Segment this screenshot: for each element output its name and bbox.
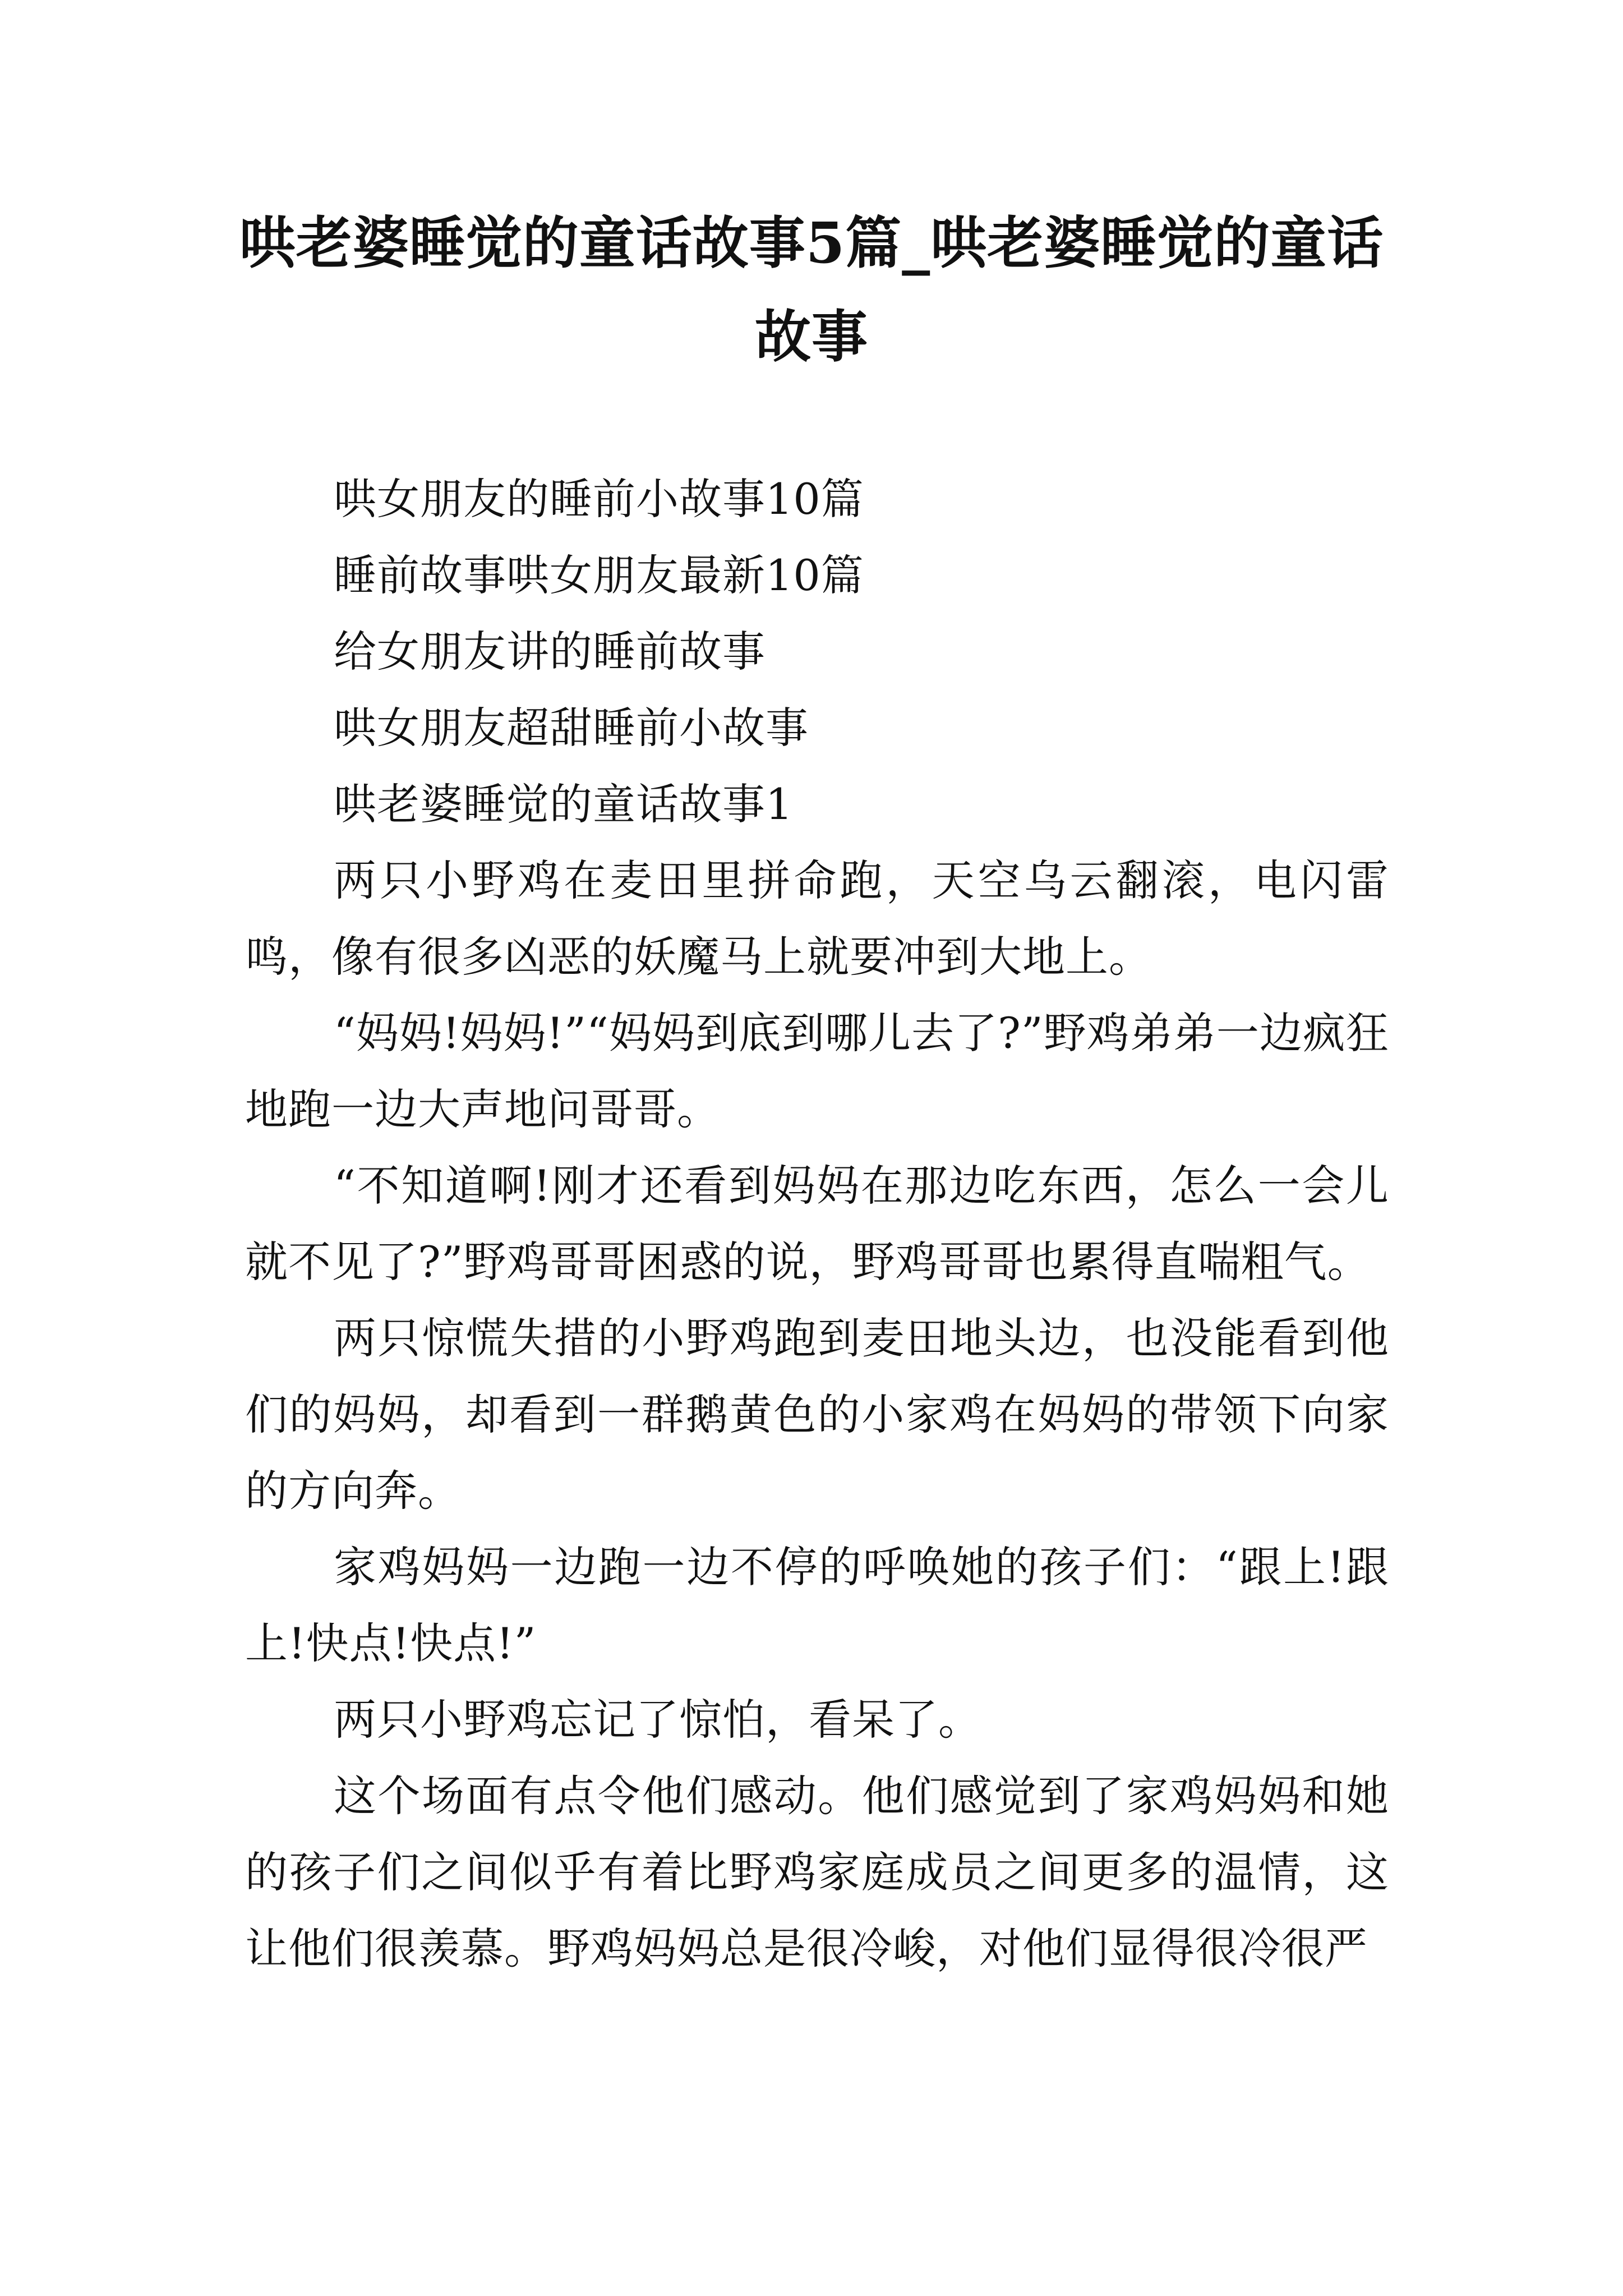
section-heading: 哄老婆睡觉的童话故事1	[334, 779, 794, 829]
paragraph: 两只小野鸡忘记了惊怕，看呆了。	[334, 1695, 981, 1745]
paragraph: 两只惊慌失措的小野鸡跑到麦田地头边，也没能看到他们的妈妈，却看到一群鹅黄色的小家鸡在妈妈的带领下向家的方向奔。	[245, 1313, 1389, 1516]
paragraph: 这个场面有点令他们感动。他们感觉到了家鸡妈妈和她的孩子们之间似乎有着比野鸡家庭成员之间更多的温情，这让他们很羡慕。野鸡妈妈总是很冷峻，对他们显得很冷很严	[245, 1771, 1389, 1973]
paragraph: “不知道啊!刚才还看到妈妈在那边吃东西，怎么一会儿就不见了?”野鸡哥哥困惑的说，野鸡哥哥也累得直喘粗气。	[245, 1161, 1389, 1287]
list-line: 给女朋友讲的睡前故事	[334, 627, 766, 677]
list-line: 睡前故事哄女朋友最新10篇	[334, 550, 864, 600]
document-body	[245, 461, 1389, 1987]
list-line: 哄女朋友超甜睡前小故事	[334, 703, 809, 753]
document-title: 哄老婆睡觉的童话故事5篇_哄老婆睡觉的童话故事	[239, 210, 1384, 370]
paragraph: 家鸡妈妈一边跑一边不停的呼唤她的孩子们：“跟上!跟上!快点!快点!”	[245, 1542, 1389, 1668]
paragraph: “妈妈!妈妈!”“妈妈到底到哪儿去了?”野鸡弟弟一边疯狂地跑一边大声地问哥哥。	[245, 1008, 1389, 1134]
paragraph: 两只小野鸡在麦田里拼命跑，天空乌云翻滚，电闪雷鸣，像有很多凶恶的妖魔马上就要冲到大地上。	[245, 855, 1389, 982]
list-line: 哄女朋友的睡前小故事10篇	[334, 474, 864, 524]
